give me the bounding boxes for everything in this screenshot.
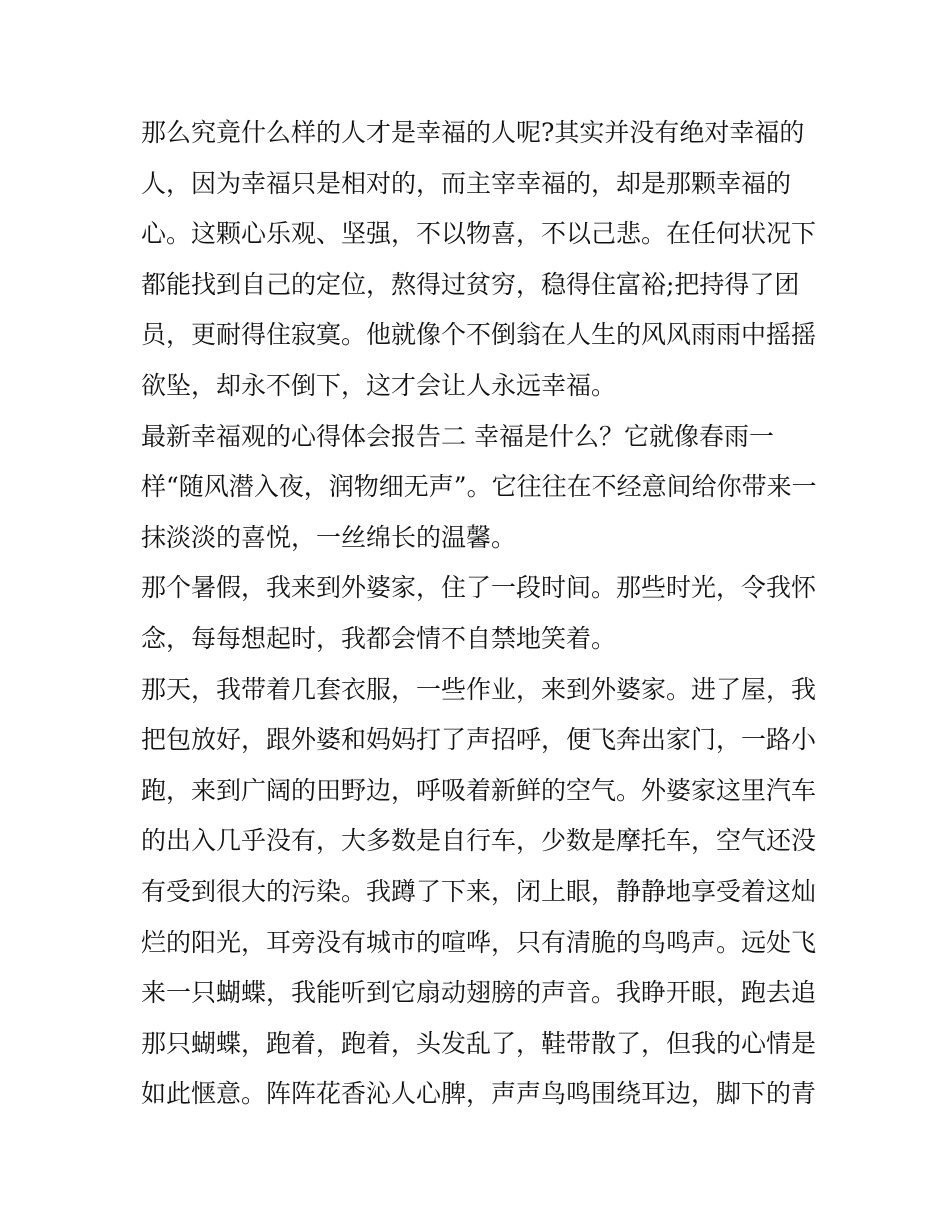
text-line: 的出入几乎没有，大多数是自行车，少数是摩托车，空气还没	[141, 826, 817, 856]
text-line: 把包放好，跟外婆和妈妈打了声招呼，便飞奔出家门，一路小	[141, 725, 817, 755]
text-line: 烂的阳光，耳旁没有城市的喧哗，只有清脆的鸟鸣声。远处飞	[141, 927, 817, 957]
text-line: 人，因为幸福只是相对的，而主宰幸福的，却是那颗幸福的	[141, 168, 792, 198]
text-line: 念，每每想起时，我都会情不自禁地笑着。	[141, 623, 617, 653]
text-line: 样“随风潜入夜，润物细无声”。它往往在不经意间给你带来一	[141, 472, 817, 502]
text-line: 都能找到自己的定位，熬得过贫穷，稳得住富裕;把持得了团	[141, 269, 800, 299]
text-line: 那个暑假，我来到外婆家，住了一段时间。那些时光，令我怀	[141, 573, 817, 603]
text-line: 那么究竟什么样的人才是幸福的人呢?其实并没有绝对幸福的	[141, 118, 805, 147]
text-line: 来一只蝴蝶，我能听到它扇动翅膀的声音。我睁开眼，跑去追	[141, 978, 817, 1008]
text-line: 欲坠，却永不倒下，这才会让人永远幸福。	[141, 370, 617, 400]
text-line: 心。这颗心乐观、坚强，不以物喜，不以己悲。在任何状况下	[141, 219, 817, 249]
text-line: 抹淡淡的喜悦，一丝绵长的温馨。	[141, 522, 517, 552]
text-line: 有受到很大的污染。我蹲了下来，闭上眼，静静地享受着这灿	[141, 876, 817, 906]
text-line: 员，更耐得住寂寞。他就像个不倒翁在人生的风风雨雨中摇摇	[141, 320, 817, 350]
text-line: 那只蝴蝶，跑着，跑着，头发乱了，鞋带散了，但我的心情是	[141, 1028, 817, 1058]
text-line: 如此惬意。阵阵花香沁人心脾，声声鸟鸣围绕耳边，脚下的青	[141, 1079, 817, 1109]
text-line: 跑，来到广阔的田野边，呼吸着新鲜的空气。外婆家这里汽车	[141, 775, 817, 805]
document-body	[141, 108, 821, 1120]
text-line: 最新幸福观的心得体会报告二 幸福是什么？它就像春雨一	[141, 421, 774, 451]
text-line: 那天，我带着几套衣服，一些作业，来到外婆家。进了屋，我	[141, 674, 817, 704]
